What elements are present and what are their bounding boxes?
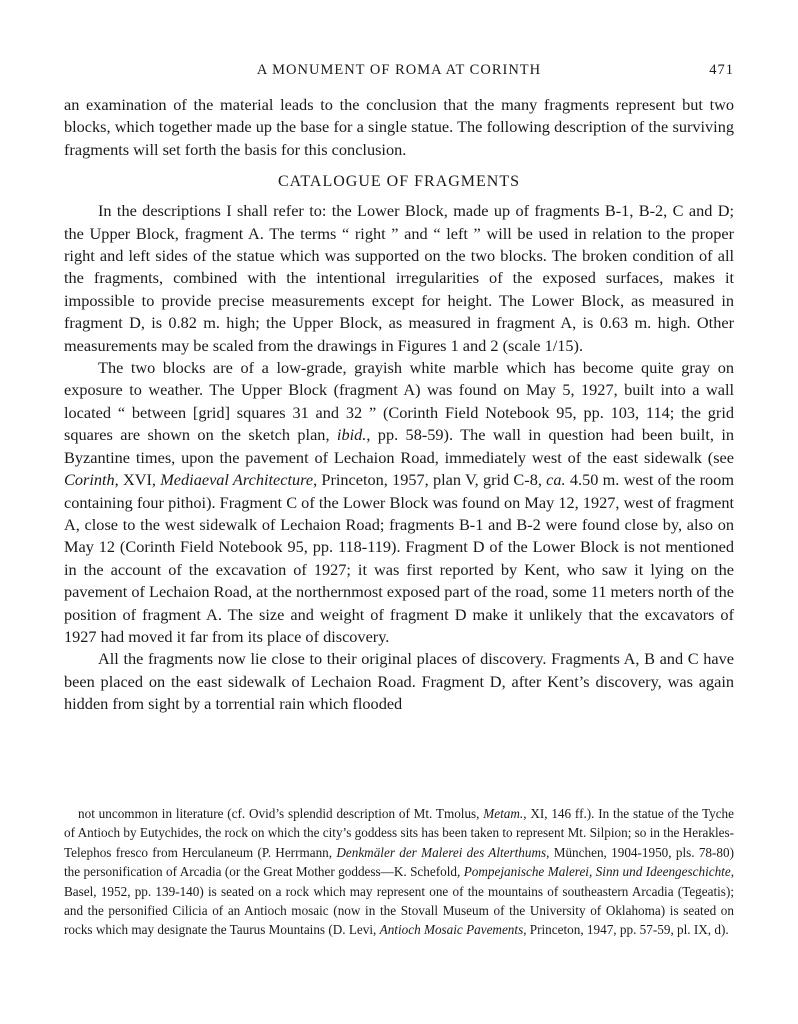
text-run: , Basel, 1952, pp. 139-140) is seated on a rock which may represent one of the mountains of southeastern Arcadia (Tegeatis); and the personified Cilicia of an Antioch mosaic (now in the Stovall Museum of the University of Oklahoma) is seated on rocks which may designate the Taurus Mountains (D. Levi, xyxy=(64,864,734,938)
text-run: , Princeton, 1957, plan V, grid C-8, xyxy=(313,470,542,490)
text-run: , XVI, xyxy=(114,470,156,490)
running-title: A MONUMENT OF ROMA AT CORINTH xyxy=(256,62,542,78)
italic-run: Pompejanische Malerei, Sinn und Ideengeschichte xyxy=(463,864,731,880)
text-run: , XI, 146 ff.). In the statue of the Tyche of Antioch by Eutychides, the rock on which the city’s goddess sits has been taken to represent Mt. Silpion; so in the Herakles-Telephos fresco from Herculaneum (P. Herrmann, xyxy=(64,806,735,860)
text-run: not uncommon in literature (cf. Ovid’s splendid description of Mt. Tmolus, xyxy=(78,806,480,821)
paragraph-descriptions: In the descriptions I shall refer to: the Lower Block, made up of fragments B-1, B-2, C and D; the Upper Block, fragment A. The terms “ right ” and “ left ” will be used in relation to the proper right and left sides of the statue which was supported on the two blocks. The broken condition of all the fragments, combined with the intentional irregularities of the exposed surfaces, makes it impossible to provide precise measurements except for height. The Lower Block, as measured in fragment D, is 0.82 m. high; the Upper Block, as measured in fragment A, is 0.63 m. high. Other measurements may be scaled from the drawings in Figures 1 and 2 (scale 1/15). xyxy=(64,201,734,355)
text-run: 4.50 m. west of the room containing four pithoi). Fragment C of the Lower Block was found on May 12, 1927, west of fragment A, close to the west sidewalk of Lechaion Road; fragments B-1 and B-2 were found close by, also on May 12 (Corinth Field Notebook 95, pp. 118-119). Fragment D of the Lower Block is not mentioned in the account of the excavation of 1927; it was first reported by Kent, who saw it lying on the pavement of Lechaion Road, at the northernmost exposed part of the road, some 11 meters north of the position of fragment A. The size and weight of fragment D make it unlikely that the excavators of 1927 had moved it far from its place of discovery. xyxy=(64,470,734,646)
text-run: , pp. 58-59). The wall in question had been built, in Byzantine times, upon the pavement of Lechaion Road, immediately west of the east sidewalk (see xyxy=(64,425,734,467)
text-run: The two blocks are of a low-grade, grayish white marble which has become quite gray on exposure to weather. The Upper Block (fragment A) was found on May 5, 1927, built into a wall located “ between [grid] squares 31 and 32 ” (Corinth Field Notebook 95, pp. 103, 114; the grid squares are shown on the sketch plan, xyxy=(64,358,734,445)
intro-paragraph: an examination of the material leads to the conclusion that the many fragments represent but two blocks, which together made up the base for a single statue. The following description of the surviving fragments will set forth the basis for this conclusion. xyxy=(64,95,734,159)
page-number: 471 xyxy=(709,62,734,78)
italic-run: ca. xyxy=(546,470,566,490)
body-text xyxy=(64,94,734,716)
italic-run: ibid. xyxy=(336,425,367,445)
footnote-text xyxy=(64,804,734,940)
italic-run: Denkmäler der Malerei des Alterthums xyxy=(336,844,547,860)
italic-run: Metam. xyxy=(483,806,524,821)
text-run: , München, 1904-1950, pls. 78-80) the personification of Arcadia (or the Great Mother goddess—K. Schefold, xyxy=(64,844,734,880)
paragraph-fragments-location: All the fragments now lie close to their original places of discovery. Fragments A, B and C have been placed on the east sidewalk of Lechaion Road. Fragment D, after Kent’s discovery, was again hidden from sight by a torrential rain which flooded xyxy=(64,649,734,714)
footnote xyxy=(64,804,734,940)
text-run: , Princeton, 1947, pp. 57-59, pl. IX, d). xyxy=(523,922,729,938)
italic-run: Antioch Mosaic Pavements xyxy=(379,922,524,938)
italic-run: Corinth xyxy=(64,470,115,490)
running-head xyxy=(64,62,734,82)
italic-run: Mediaeval Architecture xyxy=(160,470,314,490)
section-heading: CATALOGUE OF FRAGMENTS xyxy=(277,173,521,191)
paragraph-blocks xyxy=(64,357,734,648)
